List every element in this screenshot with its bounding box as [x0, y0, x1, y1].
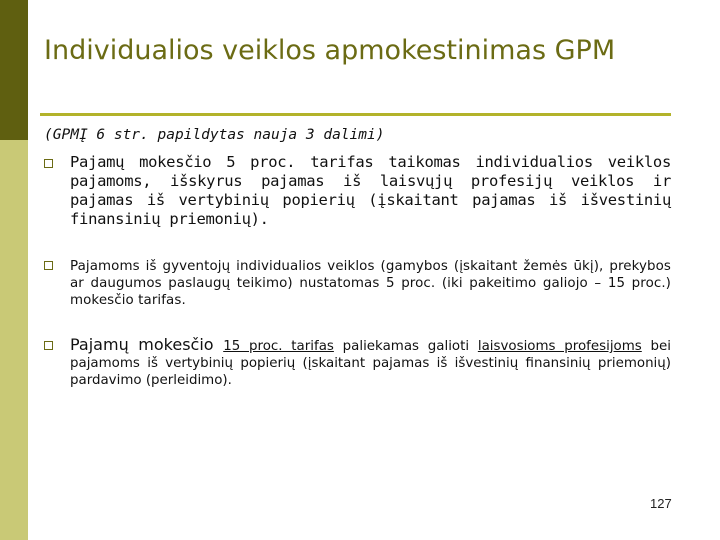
- bullet-tail-text: bei pajamoms iš vertybinių popierių (įskaitant pajamas iš išvestinių finansinių priemonių) pardavimo (perleidimo).: [70, 339, 672, 388]
- bullet-item: [44, 258, 671, 309]
- page-number: 127: [650, 496, 672, 511]
- bullet-text: Pajamoms iš gyventojų individualios veiklos (gamybos (įskaitant žemės ūkį), prekybos ar daugumos paslaugų teikimo) nustatomas 5 proc. (iki pakeitimo galiojo – 15 proc.) mokesčio tarifas.: [70, 259, 671, 308]
- side-accent-bar-lower: [0, 140, 28, 540]
- square-bullet-icon: [44, 159, 53, 168]
- bullet-item: [44, 336, 671, 389]
- square-bullet-icon: [44, 341, 53, 350]
- bullet-item: [44, 153, 671, 229]
- square-bullet-icon: [44, 261, 53, 270]
- side-accent-bar: [0, 0, 28, 540]
- title-divider: [40, 113, 671, 116]
- bullet-mid-text: paliekamas galioti: [333, 339, 478, 354]
- bullet-text: Pajamų mokesčio 5 proc. tarifas taikomas individualios veiklos pajamoms, išskyrus pajamas iš laisvųjų profesijų veiklos ir pajamas iš vertybinių popierių (įskaitant pajamas iš išvestinių finansinių priemonių).: [70, 153, 671, 228]
- slide-title: Individualios veiklos apmokestinimas GPM: [44, 35, 616, 66]
- bullet-text: [70, 336, 671, 389]
- side-accent-bar-upper: [0, 0, 28, 140]
- bullet-lead-text: Pajamų mokesčio: [70, 335, 224, 354]
- slide-subtitle: (GPMĮ 6 str. papildytas nauja 3 dalimi): [44, 127, 385, 143]
- underlined-professions-text: laisvosioms profesijoms: [477, 339, 642, 354]
- underlined-rate-text: 15 proc. tarifas: [223, 339, 334, 354]
